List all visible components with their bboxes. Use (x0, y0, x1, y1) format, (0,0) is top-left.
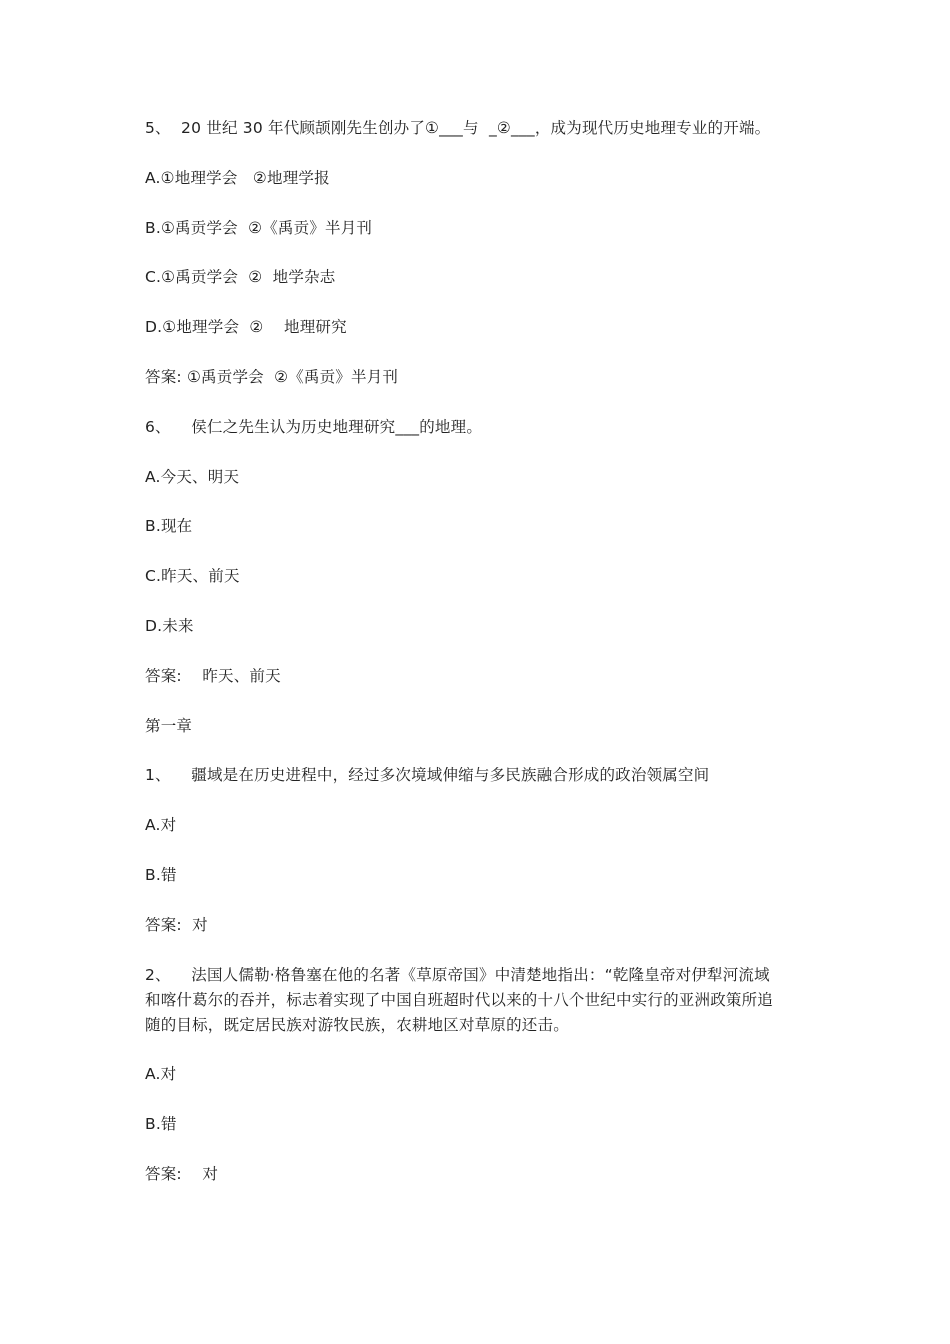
question-5-option-d: D.①地理学会 ② 地理研究 (145, 318, 347, 336)
question-5-option-b: B.①禹贡学会 ②《禹贡》半月刊 (145, 219, 373, 237)
question-5-option-c: C.①禹贡学会 ② 地学杂志 (145, 268, 336, 286)
chapter-1-question-2-stem (145, 963, 815, 1038)
chapter-1-question-2-answer: 答案: 对 (145, 1165, 219, 1183)
chapter-1-question-1-stem: 1、 疆域是在历史进程中，经过多次境域伸缩与多民族融合形成的政治领属空间 (145, 766, 710, 784)
chapter-heading: 第一章 (145, 717, 193, 735)
question-6-option-c: C.昨天、前天 (145, 567, 240, 585)
question-5-stem: 5、 20 世纪 30 年代顾颉刚先生创办了①___与 _②___，成为现代历史地理专业的开端。 (145, 119, 771, 137)
chapter-1-question-2-option-a: A.对 (145, 1065, 177, 1083)
question-stem-line: 2、 法国人儒勒·格鲁塞在他的名著《草原帝国》中清楚地指出：“乾隆皇帝对伊犁河流域 (145, 966, 770, 984)
chapter-1-question-1-answer: 答案: 对 (145, 916, 208, 934)
chapter-1-question-2-option-b: B.错 (145, 1115, 177, 1133)
question-stem-line: 随的目标，既定居民族对游牧民族，农耕地区对草原的还击。 (145, 1016, 569, 1034)
question-6-option-d: D.未来 (145, 617, 194, 635)
question-5-answer: 答案: ①禹贡学会 ②《禹贡》半月刊 (145, 368, 399, 386)
chapter-1-question-1-option-a: A.对 (145, 816, 177, 834)
question-5-option-a: A.①地理学会 ②地理学报 (145, 169, 330, 187)
question-6-stem: 6、 侯仁之先生认为历史地理研究___的地理。 (145, 418, 483, 436)
question-6-option-a: A.今天、明天 (145, 468, 240, 486)
question-stem-line: 和喀什葛尔的吞并，标志着实现了中国自班超时代以来的十八个世纪中实行的亚洲政策所追 (145, 991, 774, 1009)
question-6-answer: 答案: 昨天、前天 (145, 667, 281, 685)
chapter-1-question-1-option-b: B.错 (145, 866, 177, 884)
question-6-option-b: B.现在 (145, 517, 193, 535)
